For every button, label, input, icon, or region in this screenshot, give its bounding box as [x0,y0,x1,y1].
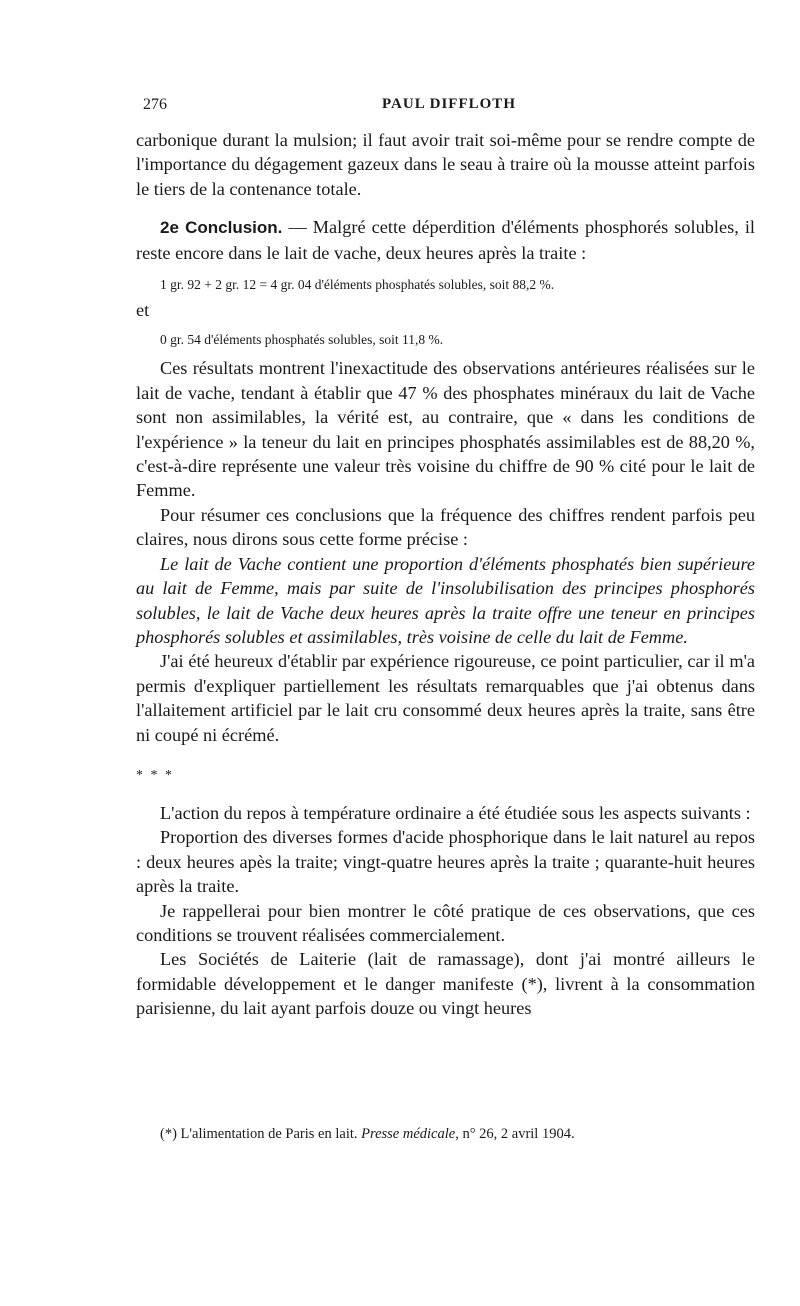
conclusion-heading: 2e Conclusion. [160,218,283,238]
paragraph-summary: Pour résumer ces conclusions que la fréquence des chiffres rendent parfois peu claires, nous dirons sous cette forme précise : [136,504,755,550]
formula-soluble-elements: 1 gr. 92 + 2 gr. 12 = 4 gr. 04 d'éléments phosphatés solubles, soit 88,2 %. [160,277,555,293]
paragraph-carbonique: carbonique durant la mulsion; il faut avoir trait soi-même pour se rendre compte de l'importance du dégagement gazeux dans le seau à traire où la mousse atteint parfois le tiers de la contenance totale. [136,130,755,199]
paragraph-societes: Les Sociétés de Laiterie (lait de ramassage), dont j'ai montré ailleurs le formidable développement et le danger manifeste (*), livrent à la consommation parisienne, du lait ayant parfois douze ou vingt heures [136,949,755,1019]
conclusion-text: — Malgré cette déperdition d'éléments phosphorés solubles, il reste encore dans le lait de vache, deux heures après la traite : [136,217,755,263]
section-separator-stars: * * * [136,767,174,783]
paragraph-repos: L'action du repos à température ordinaire a été étudiée sous les aspects suivants : [160,802,751,823]
page-body [136,128,755,1021]
page-header [143,96,755,120]
paragraph-results: Ces résultats montrent l'inexactitude des observations antérieures réalisées sur le lait de vache, tendant à établir que 47 % des phosphates minéraux du lait de Vache sont non assimilables, la vérité est, au contraire, que « dans les conditions de l'expérience » la teneur du lait en principes phosphatés assimilables est de 88,20 %, c'est-à-dire représente une valeur très voisine du chiffre de 90 % cité pour le lait de Femme. [136,358,755,501]
paragraph-italic-conclusion: Le lait de Vache contient une proportion d'éléments phosphatés bien supérieure au lait de Femme, mais par suite de l'insolubilisation des principes phosphorés solubles, le lait de Vache deux heures après la traite offre une teneur en principes phosphorés solubles et assimilables, très voisine de celle du lait de Femme. [136,553,755,647]
paragraph-rappel: Je rappellerai pour bien montrer le côté pratique de ces observations, que ces conditions se trouvent réalisées commercialement. [136,900,755,945]
paragraph-conclusion [136,215,755,265]
page-number: 276 [143,96,167,113]
formula-phosphated-elements: 0 gr. 54 d'éléments phosphatés solubles, soit 11,8 %. [160,332,444,348]
footnote [160,1125,760,1143]
footnote-journal: Presse médicale [361,1126,456,1142]
paragraph-proportion: Proportion des diverses formes d'acide phosphorique dans le lait naturel au repos : deux heures apès la traite; vingt-quatre heures après la traite ; quarante-huit heures après la traite. [136,827,755,897]
conjunction-et: et [136,300,150,321]
paragraph-experience: J'ai été heureux d'établir par expérience rigoureuse, ce point particulier, car il m'a permis d'expliquer partiellement les résultats remarquables que j'ai obtenus dans l'allaitement artificiel par le lait cru consommé deux heures après la traite, sans être ni coupé ni écrémé. [136,651,755,745]
running-title: PAUL DIFFLOTH [382,96,516,112]
footnote-text: (*) L'alimentation de Paris en lait. [160,1126,362,1142]
footnote-rest: , n° 26, 2 avril 1904. [455,1126,575,1142]
